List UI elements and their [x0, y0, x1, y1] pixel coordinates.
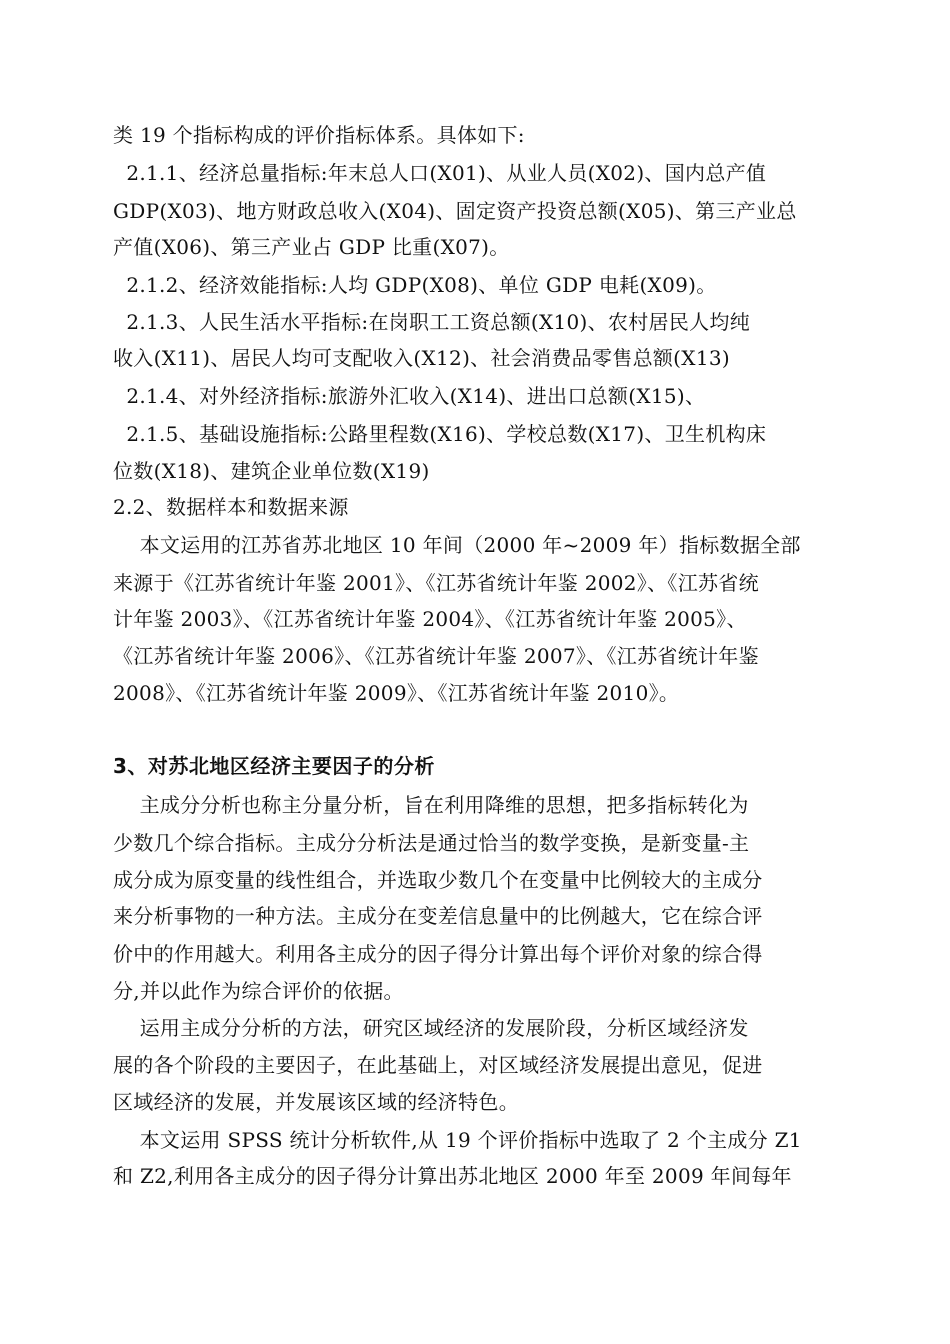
- text-line: 成分成为原变量的线性组合，并选取少数几个在变量中比例较大的主成分: [113, 868, 763, 892]
- text-line: 来分析事物的一种方法。主成分在变差信息量中的比例越大，它在综合评: [113, 904, 763, 928]
- text-line: 本文运用 SPSS 统计分析软件,从 19 个评价指标中选取了 2 个主成分 Z1: [113, 1128, 802, 1152]
- text-line: 2.1.1、经济总量指标:年末总人口(X01)、从业人员(X02)、国内总产值: [113, 161, 767, 185]
- text-line: 2.1.2、经济效能指标:人均 GDP(X08)、单位 GDP 电耗(X09)。: [113, 273, 717, 297]
- text-line: 和 Z2,利用各主成分的因子得分计算出苏北地区 2000 年至 2009 年间每年: [113, 1164, 792, 1188]
- text-line: 2.1.3、人民生活水平指标:在岗职工工资总额(X10)、农村居民人均纯: [113, 310, 751, 334]
- text-line: 少数几个综合指标。主成分分析法是通过恰当的数学变换，是新变量-主: [113, 831, 750, 855]
- text-line: 收入(X11)、居民人均可支配收入(X12)、社会消费品零售总额(X13): [113, 346, 730, 370]
- text-line: 2008》、《江苏省统计年鉴 2009》、《江苏省统计年鉴 2010》。: [113, 681, 680, 705]
- section-heading: 2.2、数据样本和数据来源: [113, 495, 349, 519]
- text-line: 来源于《江苏省统计年鉴 2001》、《江苏省统计年鉴 2002》、《江苏省统: [113, 571, 759, 595]
- text-line: 展的各个阶段的主要因子，在此基础上，对区域经济发展提出意见，促进: [113, 1053, 763, 1077]
- text-line: 计年鉴 2003》、《江苏省统计年鉴 2004》、《江苏省统计年鉴 2005》、: [113, 607, 747, 631]
- text-line: 本文运用的江苏省苏北地区 10 年间（2000 年~2009 年）指标数据全部: [113, 533, 801, 557]
- text-line: 2.1.4、对外经济指标:旅游外汇收入(X14)、进出口总额(X15)、: [113, 384, 706, 408]
- text-line: 类 19 个指标构成的评价指标体系。具体如下:: [113, 123, 525, 147]
- text-line: 运用主成分分析的方法，研究区域经济的发展阶段，分析区域经济发: [113, 1016, 749, 1040]
- text-line: 产值(X06)、第三产业占 GDP 比重(X07)。: [113, 235, 510, 259]
- text-line: GDP(X03)、地方财政总收入(X04)、固定资产投资总额(X05)、第三产业总: [113, 199, 797, 223]
- text-line: 主成分分析也称主分量分析，旨在利用降维的思想，把多指标转化为: [113, 793, 749, 817]
- text-line: 《江苏省统计年鉴 2006》、《江苏省统计年鉴 2007》、《江苏省统计年鉴: [113, 644, 759, 668]
- text-line: 位数(X18)、建筑企业单位数(X19): [113, 459, 430, 483]
- text-line: 价中的作用越大。利用各主成分的因子得分计算出每个评价对象的综合得: [113, 942, 763, 966]
- text-line: 区域经济的发展，并发展该区域的经济特色。: [113, 1090, 519, 1114]
- text-line: 分,并以此作为综合评价的依据。: [113, 979, 404, 1003]
- section-heading: 3、对苏北地区经济主要因子的分析: [113, 754, 435, 778]
- text-line: 2.1.5、基础设施指标:公路里程数(X16)、学校总数(X17)、卫生机构床: [113, 422, 767, 446]
